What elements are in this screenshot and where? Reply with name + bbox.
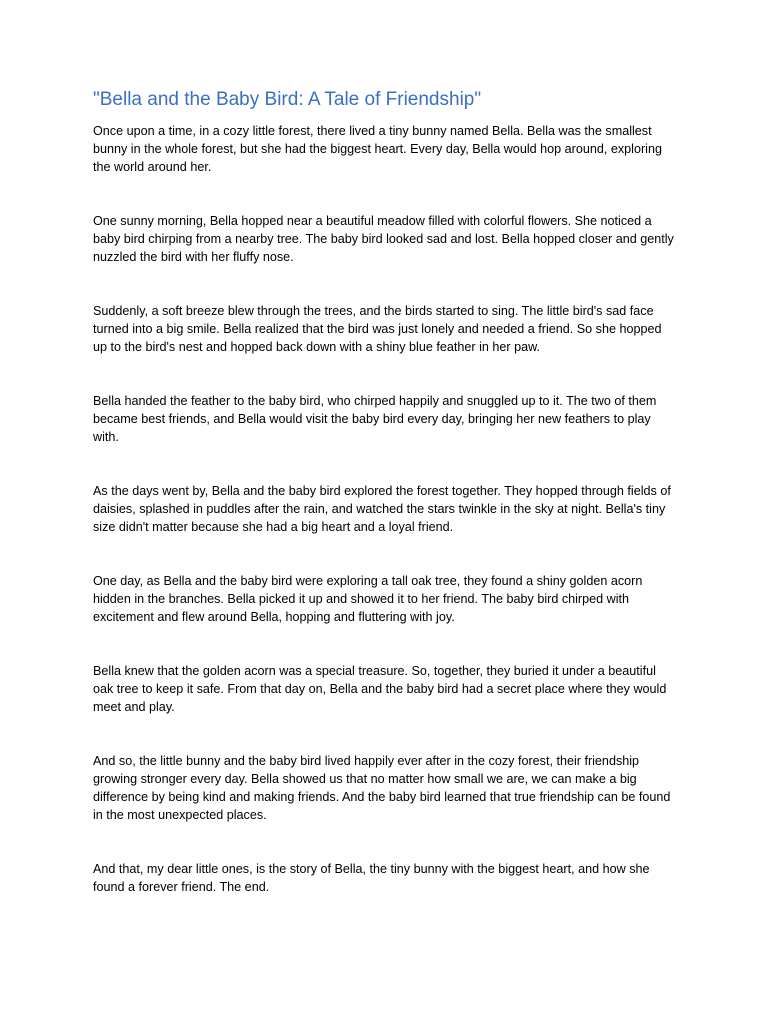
story-paragraph-3: Suddenly, a soft breeze blew through the trees, and the birds started to sing. The little bird's sad face turned into a big smile. Bella realized that the bird was just lonely and needed a friend. So she hopped up to the bird's nest and hopped back down with a shiny blue feather in her paw. — [93, 304, 662, 354]
story-paragraph-6: One day, as Bella and the baby bird were exploring a tall oak tree, they found a shiny golden acorn hidden in the branches. Bella picked it up and showed it to her friend. The baby bird chirped with excitement and flew around Bella, hopping and fluttering with joy. — [93, 574, 643, 624]
story-paragraph-1: Once upon a time, in a cozy little forest, there lived a tiny bunny named Bella. Bella was the smallest bunny in the whole forest, but she had the biggest heart. Every day, Bella would hop around, exploring the world around her. — [93, 124, 662, 174]
story-paragraph-8: And so, the little bunny and the baby bird lived happily ever after in the cozy forest, their friendship growing stronger every day. Bella showed us that no matter how small we are, we can make a big difference by being kind and making friends. And the baby bird learned that true friendship can be found in the most unexpected places. — [93, 754, 671, 822]
story-paragraph-9: And that, my dear little ones, is the story of Bella, the tiny bunny with the biggest heart, and how she found a forever friend. The end. — [93, 862, 650, 894]
story-paragraph-4: Bella handed the feather to the baby bird, who chirped happily and snuggled up to it. The two of them became best friends, and Bella would visit the baby bird every day, bringing her new feathers to play with. — [93, 394, 657, 444]
story-paragraph-5: As the days went by, Bella and the baby bird explored the forest together. They hopped through fields of daisies, splashed in puddles after the rain, and watched the stars twinkle in the sky at night. Bella's tiny size didn't matter because she had a big heart and a loyal friend. — [93, 484, 671, 534]
story-paragraph-2: One sunny morning, Bella hopped near a beautiful meadow filled with colorful flowers. She noticed a baby bird chirping from a nearby tree. The baby bird looked sad and lost. Bella hopped closer and gently nuzzled the bird with her fluffy nose. — [93, 214, 674, 264]
story-title: "Bella and the Baby Bird: A Tale of Friendship" — [93, 89, 482, 110]
document-page — [93, 88, 678, 932]
story-paragraph-7: Bella knew that the golden acorn was a special treasure. So, together, they buried it under a beautiful oak tree to keep it safe. From that day on, Bella and the baby bird had a secret place where they would meet and play. — [93, 664, 667, 714]
